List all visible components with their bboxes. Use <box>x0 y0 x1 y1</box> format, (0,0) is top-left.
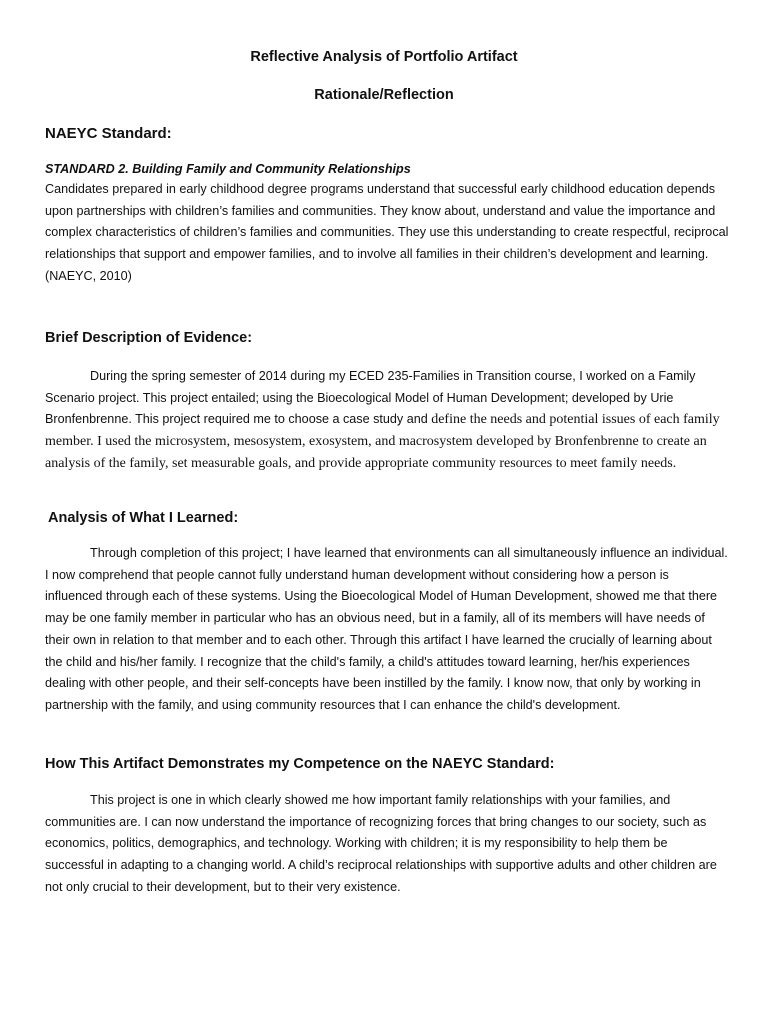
evidence-text-part2: define the needs and potential issues of each family member. I used the microsystem, mesosystem, exosystem, and macrosystem developed by Bronfenbrenne to create an analysis of the family, set measurable goals, and provide appropriate community resources to meet family needs. <box>45 412 720 471</box>
evidence-heading: Brief Description of Evidence: <box>45 330 253 346</box>
standard-text: Candidates prepared in early childhood degree programs understand that successful early childhood education depends upon partnerships with children’s families and communities. They know about, understand and value the importance and complex characteristics of children’s families and communities. They use this understanding to create respectful, reciprocal relationships that support and empower families, and to involve all families in their children’s development and learning. (NAEYC, 2010) <box>45 182 729 283</box>
evidence-text-part1: During the spring semester of 2014 during my ECED 235-Families in Transition course, I worked on a Family Scenario project. This project entailed; using the Bioecological Model of Human Development; developed by Urie Bronfenbrenne. This project required me to choose a case study and <box>45 369 696 427</box>
document-subtitle: Rationale/Reflection <box>314 87 454 103</box>
analysis-paragraph: Through completion of this project; I have learned that environments can all simultaneously influence an individual. I now comprehend that people cannot fully understand human development without considering how a person is influenced through each of these systems. Using the Bioecological Model of Human Development, showed me that there may be one family member in particular who has an obvious need, but in a family, all of its members will have needs of their own in relation to that member and to each other. Through this artifact I have learned the crucially of learning about the child and his/her family. I recognize that the child's family, a child's attitudes toward learning, her/his experiences dealing with other people, and their self-concepts have been instilled by the family. I know now, that only by working in partnership with the family, and using community resources that I can enhance the child's development. <box>45 546 728 712</box>
analysis-heading: Analysis of What I Learned: <box>48 510 239 526</box>
standard-title: STANDARD 2. Building Family and Community Relationships <box>45 162 411 176</box>
competence-heading: How This Artifact Demonstrates my Competence on the NAEYC Standard: <box>45 756 555 772</box>
evidence-paragraph <box>45 366 729 475</box>
standard-heading: NAEYC Standard: <box>45 125 172 142</box>
document-title: Reflective Analysis of Portfolio Artifact <box>250 49 518 65</box>
competence-paragraph: This project is one in which clearly showed me how important family relationships with your families, and communities are. I can now understand the importance of recognizing forces that bring changes to our society, such as economics, politics, demographics, and technology. Working with children; it is my responsibility to help them be successful in adapting to a changing world. A child’s reciprocal relationships with supportive adults and other children are not only crucial to their development, but to their very existence. <box>45 793 717 894</box>
